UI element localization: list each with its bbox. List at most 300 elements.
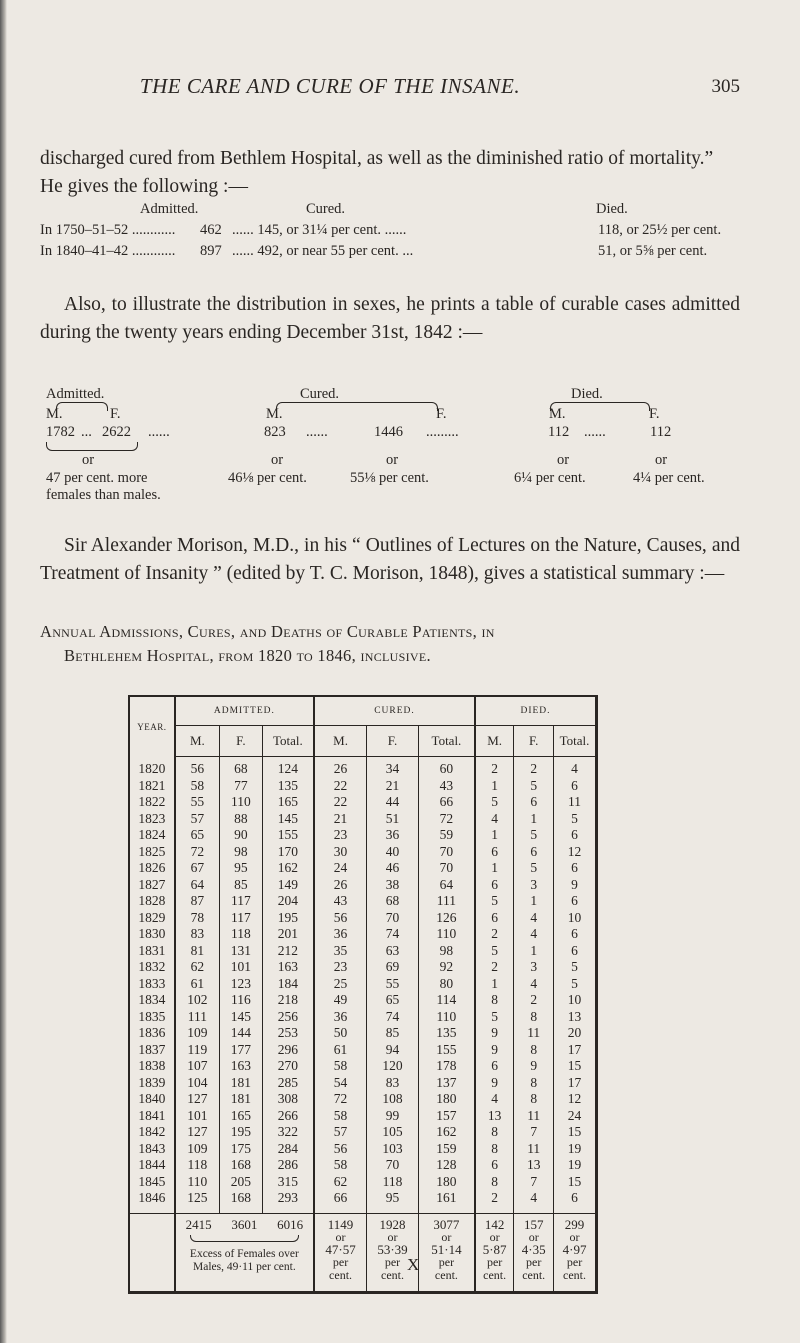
year-cell: 1834	[138, 992, 166, 1007]
year-cell: 1821	[138, 777, 166, 793]
adm-total-cell: 253	[262, 1025, 314, 1042]
died-f-cell: 8	[514, 1075, 554, 1092]
cured-total-cell: 135	[418, 1025, 475, 1042]
table-row	[129, 976, 597, 993]
cured-m-cell: 21	[314, 811, 367, 828]
cured-m-cell: 26	[314, 757, 367, 778]
adm-total-cell: 149	[262, 877, 314, 894]
or-word: or	[271, 452, 284, 468]
died-f-cell: 13	[514, 1157, 554, 1174]
adm-total-cell: 165	[262, 794, 314, 811]
cured-header: CURED.	[314, 696, 475, 726]
died-m-cell: 1	[475, 778, 514, 795]
died-m-cell: 6	[475, 877, 514, 894]
cured-total-cell: 180	[418, 1091, 475, 1108]
adm-m-cell: 101	[175, 1108, 220, 1125]
brace-admitted	[56, 402, 108, 411]
died-total-cell: 4	[554, 757, 597, 778]
died-total-cell: 6	[554, 778, 597, 795]
year-cell: 1845	[138, 1173, 166, 1189]
adm-m-cell: 67	[175, 860, 220, 877]
ratio-col-cured: Cured.	[306, 201, 346, 217]
cured-f-cell: 21	[367, 778, 419, 795]
cent-word: cent.	[563, 1267, 587, 1282]
ratio-row-cured: ...... 145, or 31¼ per cent. ......	[232, 222, 407, 238]
adm-total-cell: 286	[262, 1157, 314, 1174]
adm-total-cell: 322	[262, 1124, 314, 1141]
adm-m-cell: 65	[175, 827, 220, 844]
died-header: DIED.	[475, 696, 597, 726]
cured-m-cell: 23	[314, 827, 367, 844]
sex-m: M.	[46, 406, 63, 422]
cured-total-cell: 92	[418, 959, 475, 976]
year-cell: 1827	[138, 876, 166, 892]
table-row	[129, 1009, 597, 1026]
excess-line-1: Excess of Females over	[189, 1248, 299, 1260]
col-m: M.	[314, 726, 367, 757]
adm-m-cell: 81	[175, 943, 220, 960]
died-f-cell: 7	[514, 1124, 554, 1141]
died-total-cell: 15	[554, 1124, 597, 1141]
or-word: or	[489, 1230, 500, 1244]
col-total: Total.	[262, 726, 314, 757]
total-adm-t: 6016	[277, 1216, 304, 1232]
adm-total-cell: 212	[262, 943, 314, 960]
ratio-row-label: In 1750–51–52 ............	[40, 222, 176, 238]
col-f: F.	[514, 726, 554, 757]
cured-f-cell: 70	[367, 1157, 419, 1174]
totals-died-f	[514, 1213, 554, 1292]
table-body	[129, 757, 597, 1214]
died-m-cell: 6	[475, 1058, 514, 1075]
adm-f-cell: 165	[220, 1108, 263, 1125]
died-total-cell: 6	[554, 893, 597, 910]
table-row	[129, 1108, 597, 1125]
dots: ......	[306, 424, 328, 440]
percent: 5·87	[482, 1241, 507, 1257]
died-f-cell: 3	[514, 877, 554, 894]
adm-f-cell: 117	[220, 893, 263, 910]
cent-word: cent.	[381, 1267, 404, 1282]
year-cell: 1831	[138, 942, 166, 958]
died-f-cell: 2	[514, 992, 554, 1009]
died-f-cell: 4	[514, 910, 554, 927]
adm-f-cell: 168	[220, 1157, 263, 1174]
adm-m-cell: 57	[175, 811, 220, 828]
col-m: M.	[475, 726, 514, 757]
died-total-cell: 6	[554, 926, 597, 943]
died-f-cell: 7	[514, 1174, 554, 1191]
adm-m-cell: 87	[175, 893, 220, 910]
died-f-cell: 2	[514, 757, 554, 778]
died-m-cell: 8	[475, 1174, 514, 1191]
admitted-header: ADMITTED.	[175, 696, 314, 726]
died-total-cell: 5	[554, 959, 597, 976]
table-row	[129, 992, 597, 1009]
cured-m-cell: 56	[314, 910, 367, 927]
adm-m-cell: 58	[175, 778, 220, 795]
page-number: 305	[711, 76, 740, 97]
adm-f-cell: 88	[220, 811, 263, 828]
totals-cured-t	[418, 1213, 475, 1292]
cured-m-cell: 57	[314, 1124, 367, 1141]
died-m-cell: 2	[475, 1190, 514, 1213]
caption-line-1: Annual Admissions, Cures, and Deaths of Curable Patients, in	[40, 622, 495, 641]
totals-admitted	[175, 1213, 314, 1292]
running-title: THE CARE AND CURE OF THE INSANE.	[139, 74, 521, 98]
percent: 53·39	[377, 1241, 408, 1257]
year-cell: 1820	[138, 760, 166, 776]
statistics-table	[128, 695, 598, 1294]
year-cell: 1828	[138, 893, 166, 908]
cured-total-cell: 80	[418, 976, 475, 993]
ratio-row-cured: ...... 492, or near 55 per cent. ...	[232, 243, 414, 259]
sex-f: F.	[649, 406, 660, 422]
cured-m-cell: 62	[314, 1174, 367, 1191]
died-total-cell: 19	[554, 1157, 597, 1174]
adm-m-cell: 107	[175, 1058, 220, 1075]
table-row	[129, 811, 597, 828]
ratio-col-admitted: Admitted.	[140, 201, 199, 217]
cured-m-cell: 61	[314, 1042, 367, 1059]
cured-f-cell: 108	[367, 1091, 419, 1108]
adm-total-cell: 308	[262, 1091, 314, 1108]
cured-total-cell: 178	[418, 1058, 475, 1075]
cured-m-cell: 25	[314, 976, 367, 993]
table-row	[129, 1091, 597, 1108]
excess-line-2: Males, 49·11 per cent.	[193, 1261, 296, 1273]
table-row	[129, 943, 597, 960]
dots: ...	[81, 424, 92, 440]
adm-total-cell: 195	[262, 910, 314, 927]
adm-f: 2622	[102, 424, 131, 440]
table-row	[129, 860, 597, 877]
cur-f-pct: 55⅛ per cent.	[350, 470, 429, 486]
cured-f-cell: 103	[367, 1141, 419, 1158]
cured-f-cell: 74	[367, 926, 419, 943]
adm-total-cell: 204	[262, 893, 314, 910]
total-adm-f: 3601	[231, 1216, 258, 1232]
adm-f-cell: 116	[220, 992, 263, 1009]
died-total-cell: 17	[554, 1075, 597, 1092]
died-m-cell: 1	[475, 827, 514, 844]
cured-m-cell: 49	[314, 992, 367, 1009]
cured-f-cell: 69	[367, 959, 419, 976]
cured-total-cell: 180	[418, 1174, 475, 1191]
per-word: per	[332, 1255, 349, 1269]
ratio-row-admitted: 897	[200, 243, 222, 259]
value: 3077	[433, 1216, 460, 1232]
adm-m-cell: 111	[175, 1009, 220, 1026]
cured-f-cell: 94	[367, 1042, 419, 1059]
adm-f-cell: 101	[220, 959, 263, 976]
cured-f-cell: 68	[367, 893, 419, 910]
ratio-col-died: Died.	[596, 201, 628, 217]
died-m-cell: 8	[475, 1141, 514, 1158]
year-cell: 1844	[138, 1157, 166, 1172]
cured-f-cell: 65	[367, 992, 419, 1009]
cent-word: cent.	[434, 1267, 458, 1282]
table-row	[129, 1157, 597, 1174]
cured-m-cell: 26	[314, 877, 367, 894]
cured-f-cell: 85	[367, 1025, 419, 1042]
adm-total-cell: 163	[262, 959, 314, 976]
adm-f-cell: 181	[220, 1075, 263, 1092]
died-m-cell: 5	[475, 794, 514, 811]
cured-f-cell: 70	[367, 910, 419, 927]
cured-total-cell: 98	[418, 943, 475, 960]
adm-f-cell: 95	[220, 860, 263, 877]
cured-total-cell: 64	[418, 877, 475, 894]
table-row	[129, 959, 597, 976]
per-word: per	[384, 1255, 401, 1269]
adm-f-cell: 177	[220, 1042, 263, 1059]
or-word: or	[655, 452, 668, 468]
paragraph-1: discharged cured from Bethlem Hospital, as well as the diminished ratio of mortality.” He gives the following :—	[40, 148, 714, 197]
year-cell: 1841	[138, 1107, 166, 1123]
table-row	[129, 827, 597, 844]
cured-m-cell: 22	[314, 778, 367, 795]
die-f: 112	[650, 424, 672, 440]
die-m: 112	[548, 424, 570, 440]
died-m-cell: 9	[475, 1042, 514, 1059]
adm-total-cell: 296	[262, 1042, 314, 1059]
die-f-pct: 4¼ per cent.	[633, 470, 705, 486]
table-row	[129, 1075, 597, 1092]
died-f-cell: 6	[514, 794, 554, 811]
died-total-cell: 10	[554, 992, 597, 1009]
adm-m-cell: 61	[175, 976, 220, 993]
adm-total-cell: 135	[262, 778, 314, 795]
adm-f-cell: 168	[220, 1190, 263, 1213]
cured-total-cell: 70	[418, 860, 475, 877]
col-f: F.	[220, 726, 263, 757]
died-total-cell: 6	[554, 860, 597, 877]
adm-f-cell: 181	[220, 1091, 263, 1108]
cured-f-cell: 51	[367, 811, 419, 828]
signature-mark: X	[407, 1255, 420, 1274]
cured-total-cell: 110	[418, 1009, 475, 1026]
died-total-cell: 9	[554, 877, 597, 894]
adm-total-cell: 266	[262, 1108, 314, 1125]
cured-total-cell: 43	[418, 778, 475, 795]
adm-m-cell: 102	[175, 992, 220, 1009]
cured-f-cell: 44	[367, 794, 419, 811]
cured-total-cell: 66	[418, 794, 475, 811]
ratio-row-admitted: 462	[200, 222, 222, 238]
adm-m-cell: 127	[175, 1091, 220, 1108]
cured-f-cell: 38	[367, 877, 419, 894]
year-cell: 1826	[138, 860, 166, 875]
died-total-cell: 11	[554, 794, 597, 811]
cur-m: 823	[264, 424, 286, 440]
or-word: or	[335, 1230, 346, 1244]
adm-f-cell: 118	[220, 926, 263, 943]
col-f: F.	[367, 726, 419, 757]
died-total-cell: 6	[554, 827, 597, 844]
col-m: M.	[175, 726, 220, 757]
sex-cured-heading: Cured.	[300, 386, 340, 402]
adm-f-cell: 145	[220, 1009, 263, 1026]
year-cell: 1833	[138, 975, 166, 991]
died-f-cell: 8	[514, 1042, 554, 1059]
table-row	[129, 757, 597, 778]
adm-f-cell: 123	[220, 976, 263, 993]
adm-f-cell: 110	[220, 794, 263, 811]
cured-total-cell: 59	[418, 827, 475, 844]
sex-died-heading: Died.	[571, 386, 603, 402]
page-header	[40, 74, 740, 104]
caption-line-2: Bethlehem Hospital, from 1820 to 1846, inclusive.	[64, 646, 431, 665]
died-total-cell: 13	[554, 1009, 597, 1026]
table-row	[129, 1174, 597, 1191]
adm-m-cell: 127	[175, 1124, 220, 1141]
died-f-cell: 11	[514, 1025, 554, 1042]
adm-total-cell: 170	[262, 844, 314, 861]
cured-m-cell: 43	[314, 893, 367, 910]
died-total-cell: 17	[554, 1042, 597, 1059]
died-total-cell: 19	[554, 1141, 597, 1158]
table-row	[129, 1058, 597, 1075]
totals-died-m	[475, 1213, 514, 1292]
year-header: YEAR.	[137, 721, 167, 732]
cured-total-cell: 126	[418, 910, 475, 927]
paragraph-3: Sir Alexander Morison, M.D., in his “ Outlines of Lectures on the Nature, Causes, and Treatment of Insanity ” (edited by T. C. Morison, 1848), gives a statistical summary :—	[40, 535, 740, 584]
died-f-cell: 4	[514, 926, 554, 943]
or-word: or	[82, 452, 95, 468]
sex-m: M.	[266, 406, 283, 422]
cured-f-cell: 99	[367, 1108, 419, 1125]
year-cell: 1822	[138, 794, 166, 809]
cured-m-cell: 66	[314, 1190, 367, 1213]
died-m-cell: 4	[475, 1091, 514, 1108]
adm-m-cell: 72	[175, 844, 220, 861]
table-row	[129, 1025, 597, 1042]
died-m-cell: 9	[475, 1075, 514, 1092]
table-row	[129, 893, 597, 910]
or-word: or	[528, 1230, 539, 1244]
died-total-cell: 5	[554, 976, 597, 993]
cured-m-cell: 23	[314, 959, 367, 976]
year-cell: 1823	[138, 810, 166, 826]
adm-f-cell: 117	[220, 910, 263, 927]
died-f-cell: 6	[514, 844, 554, 861]
cured-m-cell: 72	[314, 1091, 367, 1108]
died-f-cell: 5	[514, 827, 554, 844]
cured-total-cell: 114	[418, 992, 475, 1009]
cured-total-cell: 155	[418, 1042, 475, 1059]
cent-word: cent.	[483, 1267, 507, 1282]
cured-f-cell: 63	[367, 943, 419, 960]
cured-m-cell: 24	[314, 860, 367, 877]
percent: 4·35	[521, 1241, 546, 1257]
died-m-cell: 5	[475, 1009, 514, 1026]
cured-f-cell: 34	[367, 757, 419, 778]
died-m-cell: 9	[475, 1025, 514, 1042]
table-row	[129, 1042, 597, 1059]
totals-cured-m	[314, 1213, 367, 1292]
adm-total-cell: 124	[262, 757, 314, 778]
adm-f-cell: 90	[220, 827, 263, 844]
year-cell: 1830	[138, 926, 166, 941]
table-row	[129, 877, 597, 894]
sex-m: M.	[549, 406, 566, 422]
year-cell: 1843	[138, 1140, 166, 1156]
per-word: per	[566, 1255, 583, 1269]
adm-total-cell: 270	[262, 1058, 314, 1075]
died-f-cell: 11	[514, 1141, 554, 1158]
cured-f-cell: 36	[367, 827, 419, 844]
died-m-cell: 6	[475, 1157, 514, 1174]
adm-f-cell: 175	[220, 1141, 263, 1158]
adm-m-cell: 118	[175, 1157, 220, 1174]
cured-total-cell: 72	[418, 811, 475, 828]
died-f-cell: 3	[514, 959, 554, 976]
table-row	[129, 1141, 597, 1158]
cured-total-cell: 157	[418, 1108, 475, 1125]
totals-year-blank	[129, 1213, 175, 1292]
percent: 51·14	[431, 1241, 462, 1257]
value: 299	[564, 1216, 585, 1232]
died-f-cell: 5	[514, 860, 554, 877]
brace-cured	[276, 402, 438, 411]
adm-note-2: females than males.	[46, 487, 161, 503]
cured-m-cell: 22	[314, 794, 367, 811]
died-total-cell: 12	[554, 1091, 597, 1108]
table-row	[129, 844, 597, 861]
adm-total-cell: 155	[262, 827, 314, 844]
year-cell: 1838	[138, 1058, 166, 1073]
table-row	[129, 910, 597, 927]
die-m-pct: 6¼ per cent.	[514, 470, 586, 486]
col-total: Total.	[418, 726, 475, 757]
adm-m-cell: 104	[175, 1075, 220, 1092]
table-row	[129, 778, 597, 795]
cur-f: 1446	[374, 424, 403, 440]
cured-m-cell: 36	[314, 1009, 367, 1026]
cured-m-cell: 58	[314, 1058, 367, 1075]
percent: 47·57	[325, 1241, 356, 1257]
adm-m-cell: 78	[175, 910, 220, 927]
adm-m-cell: 109	[175, 1141, 220, 1158]
year-cell: 1825	[138, 843, 166, 859]
died-m-cell: 1	[475, 976, 514, 993]
dots: .........	[426, 424, 459, 440]
died-total-cell: 10	[554, 910, 597, 927]
paragraph-2: Also, to illustrate the distribution in sexes, he prints a table of curable cases admitted during the twenty years ending December 31st, 1842 :—	[40, 294, 740, 343]
adm-total-cell: 145	[262, 811, 314, 828]
totals-died-t	[554, 1213, 597, 1292]
year-cell: 1824	[138, 827, 166, 842]
per-word: per	[486, 1255, 503, 1269]
adm-m-cell: 125	[175, 1190, 220, 1213]
cured-m-cell: 36	[314, 926, 367, 943]
cured-f-cell: 120	[367, 1058, 419, 1075]
brace-admitted-under	[46, 442, 138, 451]
cured-total-cell: 162	[418, 1124, 475, 1141]
died-total-cell: 6	[554, 1190, 597, 1213]
cured-m-cell: 56	[314, 1141, 367, 1158]
died-f-cell: 8	[514, 1009, 554, 1026]
adm-note-1: 47 per cent. more	[46, 470, 148, 486]
dots: ......	[148, 424, 170, 440]
or-word: or	[386, 452, 399, 468]
cured-total-cell: 60	[418, 757, 475, 778]
cured-f-cell: 105	[367, 1124, 419, 1141]
book-spine-shadow	[0, 0, 7, 1343]
table-caption	[40, 620, 760, 668]
died-total-cell: 24	[554, 1108, 597, 1125]
